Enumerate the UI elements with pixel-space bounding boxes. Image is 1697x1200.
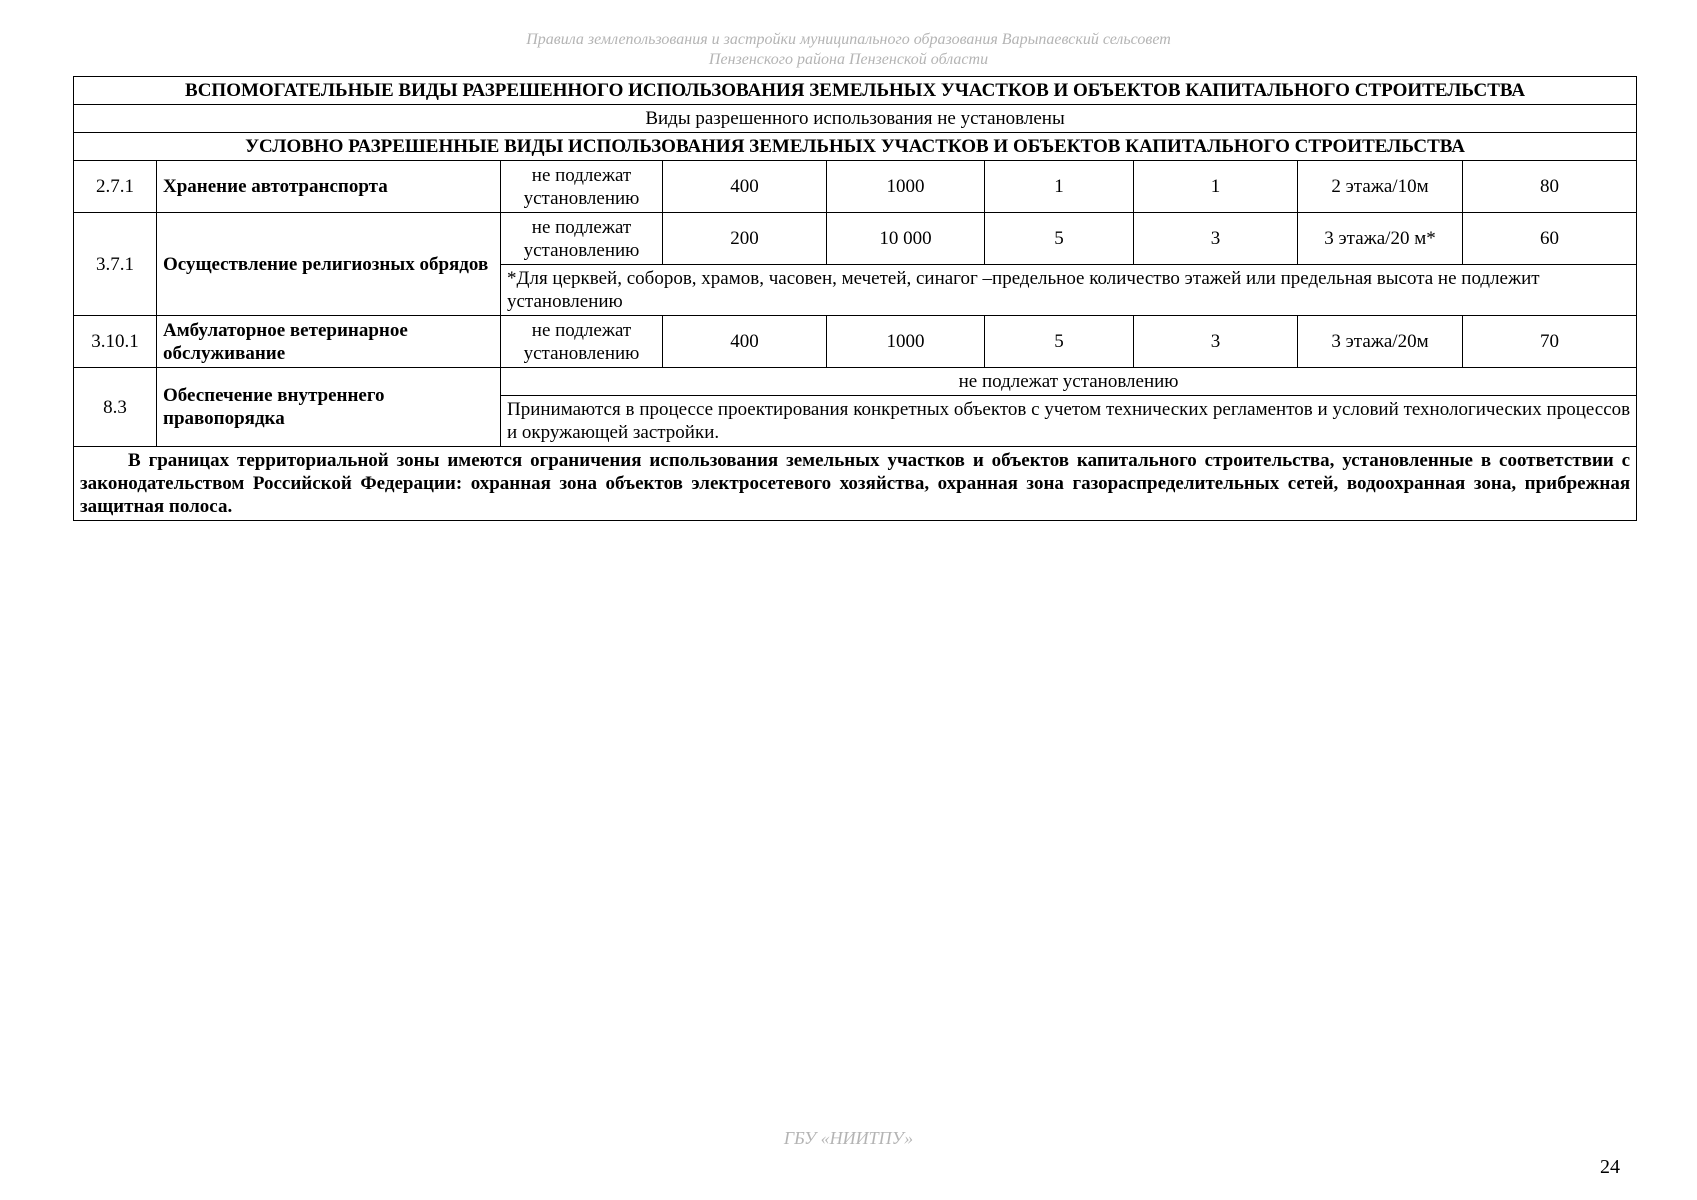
conditional-section-row [74,133,1637,161]
running-header [0,30,1697,70]
row-cell: 200 [663,213,827,265]
row-cell: не подлежат установлению [501,161,663,213]
row-cell: 3 этажа/20м [1298,316,1463,368]
row-name: Хранение автотранспорта [157,161,501,213]
row-cell: 1 [1134,161,1298,213]
row-name: Осуществление религиозных обрядов [157,213,501,316]
row-cell: 1000 [827,316,985,368]
row-cell: 70 [1463,316,1637,368]
row-code: 8.3 [74,368,157,447]
auxiliary-section-note: Виды разрешенного использования не установлены [74,105,1637,133]
row-cell: 1 [985,161,1134,213]
row-name: Амбулаторное ветеринарное обслуживание [157,316,501,368]
auxiliary-section-title: ВСПОМОГАТЕЛЬНЫЕ ВИДЫ РАЗРЕШЕННОГО ИСПОЛЬЗОВАНИЯ ЗЕМЕЛЬНЫХ УЧАСТКОВ И ОБЪЕКТОВ КАПИТАЛЬНОГО СТРОИТЕЛЬСТВА [74,77,1637,105]
row-cell: 5 [985,213,1134,265]
table-row [74,213,1637,265]
running-footer: ГБУ «НИИТПУ» [783,1128,914,1148]
row-cell: 400 [663,316,827,368]
row-cell: 400 [663,161,827,213]
regulations-table [73,76,1637,521]
row-cell: 10 000 [827,213,985,265]
row-cell: 3 [1134,213,1298,265]
row-cell: не подлежат установлению [501,213,663,265]
restrictions-note: В границах территориальной зоны имеются ограничения использования земельных участков и объектов капитального строительства, установленные в соответствии с законодательством Российской Федерации: охранная зона объектов электросетевого хозяйства, охранная зона газораспределительных сетей, водоохранная зона, прибрежная защитная полоса. [74,447,1637,521]
row-cell: 3 [1134,316,1298,368]
row-cell: 2 этажа/10м [1298,161,1463,213]
row-merged-cell: не подлежат установлению [501,368,1637,396]
row-cell: 5 [985,316,1134,368]
row-cell: 1000 [827,161,985,213]
row-footnote: *Для церквей, соборов, храмов, часовен, мечетей, синагог –предельное количество этажей или предельная высота не подлежит установлению [501,265,1637,316]
row-code: 2.7.1 [74,161,157,213]
running-header-line-1: Правила землепользования и застройки муниципального образования Варыпаевский сельсовет [526,31,1171,48]
auxiliary-section-row [74,77,1637,105]
auxiliary-note-row [74,105,1637,133]
table-row [74,368,1637,396]
row-cell: 3 этажа/20 м* [1298,213,1463,265]
table-row [74,161,1637,213]
row-note: Принимаются в процессе проектирования конкретных объектов с учетом технических регламентов и условий технологических процессов и окружающей застройки. [501,396,1637,447]
row-code: 3.7.1 [74,213,157,316]
conditional-section-title: УСЛОВНО РАЗРЕШЕННЫЕ ВИДЫ ИСПОЛЬЗОВАНИЯ ЗЕМЕЛЬНЫХ УЧАСТКОВ И ОБЪЕКТОВ КАПИТАЛЬНОГО СТРОИТЕЛЬСТВА [74,133,1637,161]
row-name: Обеспечение внутреннего правопорядка [157,368,501,447]
row-cell: 80 [1463,161,1637,213]
row-cell: не подлежат установлению [501,316,663,368]
row-code: 3.10.1 [74,316,157,368]
page-number: 24 [1600,1156,1620,1178]
running-header-line-2: Пензенского района Пензенской области [708,51,989,68]
restrictions-row [74,447,1637,521]
row-cell: 60 [1463,213,1637,265]
table-row [74,316,1637,368]
